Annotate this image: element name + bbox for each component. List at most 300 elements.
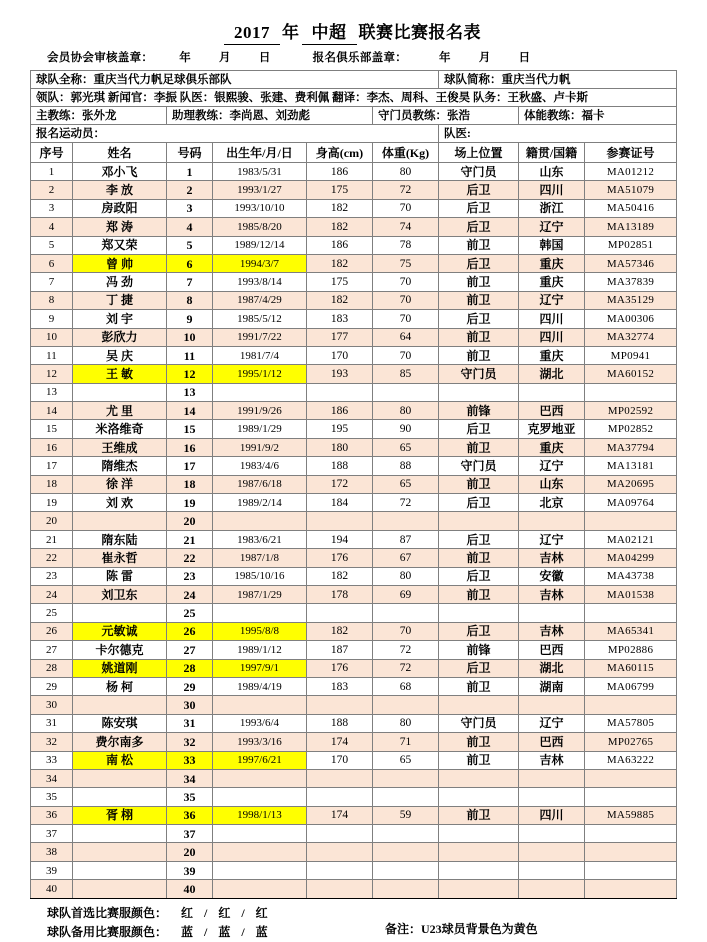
cell-cert bbox=[585, 512, 677, 530]
registered-players-label: 报名运动员： bbox=[30, 125, 438, 143]
cell-origin: 四川 bbox=[519, 328, 585, 346]
cell-dob: 1987/4/29 bbox=[212, 291, 306, 309]
cell-height bbox=[306, 880, 372, 898]
cell-origin: 吉林 bbox=[519, 622, 585, 640]
cell-dob: 1995/8/8 bbox=[212, 622, 306, 640]
cell-origin: 韩国 bbox=[519, 236, 585, 254]
cell-weight: 72 bbox=[372, 494, 438, 512]
cell-weight: 70 bbox=[372, 622, 438, 640]
table-row[interactable] bbox=[30, 218, 676, 236]
cell-cert: MA09764 bbox=[585, 494, 677, 512]
cell-seq: 26 bbox=[30, 622, 72, 640]
cell-seq: 30 bbox=[30, 696, 72, 714]
cell-weight: 71 bbox=[372, 733, 438, 751]
cell-number: 29 bbox=[166, 677, 212, 695]
cell-weight: 80 bbox=[372, 163, 438, 181]
cell-height: 175 bbox=[306, 181, 372, 199]
cell-seq: 18 bbox=[30, 475, 72, 493]
cell-weight bbox=[372, 825, 438, 843]
cell-height: 186 bbox=[306, 163, 372, 181]
cell-cert bbox=[585, 769, 677, 787]
table-row[interactable] bbox=[30, 861, 676, 879]
cell-seq: 20 bbox=[30, 512, 72, 530]
table-row[interactable] bbox=[30, 880, 676, 898]
cell-cert bbox=[585, 696, 677, 714]
team-doctor-label: 队医: bbox=[439, 125, 677, 143]
cell-number: 37 bbox=[166, 825, 212, 843]
table-row[interactable] bbox=[30, 457, 676, 475]
title-suffix: 联赛比赛报名表 bbox=[358, 23, 481, 42]
cell-dob: 1983/5/31 bbox=[212, 163, 306, 181]
column-header-weight: 体重(Kg) bbox=[372, 143, 438, 163]
table-row[interactable] bbox=[30, 475, 676, 493]
cell-cert: MA65341 bbox=[585, 622, 677, 640]
cell-weight bbox=[372, 383, 438, 401]
cell-name bbox=[72, 604, 166, 622]
cell-name: 杨 柯 bbox=[72, 677, 166, 695]
cell-name: 王维成 bbox=[72, 438, 166, 456]
cell-number: 23 bbox=[166, 567, 212, 585]
cell-name: 胥 栩 bbox=[72, 806, 166, 824]
cell-dob bbox=[212, 880, 306, 898]
table-row[interactable] bbox=[30, 806, 676, 824]
cell-number: 4 bbox=[166, 218, 212, 236]
column-header-number: 号码 bbox=[166, 143, 212, 163]
cell-seq: 12 bbox=[30, 365, 72, 383]
cell-number: 30 bbox=[166, 696, 212, 714]
cell-name: 隋东陆 bbox=[72, 530, 166, 548]
cell-number: 2 bbox=[166, 181, 212, 199]
cell-height: 182 bbox=[306, 291, 372, 309]
cell-origin: 辽宁 bbox=[519, 714, 585, 732]
cell-height: 177 bbox=[306, 328, 372, 346]
cell-dob bbox=[212, 512, 306, 530]
cell-seq: 23 bbox=[30, 567, 72, 585]
cell-origin: 重庆 bbox=[519, 254, 585, 272]
cell-cert: MA20695 bbox=[585, 475, 677, 493]
cell-origin: 吉林 bbox=[519, 549, 585, 567]
cell-dob: 1989/4/19 bbox=[212, 677, 306, 695]
club-seal-month: 月 bbox=[478, 52, 491, 64]
table-row[interactable] bbox=[30, 383, 676, 401]
team-name-row bbox=[30, 71, 676, 89]
cell-cert: MA37794 bbox=[585, 438, 677, 456]
cell-seq: 17 bbox=[30, 457, 72, 475]
cell-dob: 1981/7/4 bbox=[212, 346, 306, 364]
cell-height: 182 bbox=[306, 622, 372, 640]
cell-seq: 40 bbox=[30, 880, 72, 898]
cell-weight: 70 bbox=[372, 346, 438, 364]
table-row[interactable] bbox=[30, 641, 676, 659]
table-row[interactable] bbox=[30, 512, 676, 530]
cell-cert: MA60152 bbox=[585, 365, 677, 383]
cell-seq: 4 bbox=[30, 218, 72, 236]
cell-cert: MA57805 bbox=[585, 714, 677, 732]
cell-origin: 湖南 bbox=[519, 677, 585, 695]
cell-height: 183 bbox=[306, 677, 372, 695]
cell-weight bbox=[372, 769, 438, 787]
cell-cert: MA43738 bbox=[585, 567, 677, 585]
cell-seq: 11 bbox=[30, 346, 72, 364]
cell-cert: MA02121 bbox=[585, 530, 677, 548]
cell-name: 王 敏 bbox=[72, 365, 166, 383]
cell-weight: 70 bbox=[372, 273, 438, 291]
table-row[interactable] bbox=[30, 585, 676, 603]
cell-dob bbox=[212, 696, 306, 714]
cell-weight bbox=[372, 880, 438, 898]
cell-height bbox=[306, 696, 372, 714]
cell-position: 前卫 bbox=[439, 438, 519, 456]
cell-weight: 68 bbox=[372, 677, 438, 695]
cell-position: 后卫 bbox=[439, 218, 519, 236]
table-row[interactable] bbox=[30, 604, 676, 622]
cell-cert: MA13189 bbox=[585, 218, 677, 236]
cell-seq: 35 bbox=[30, 788, 72, 806]
cell-height: 174 bbox=[306, 733, 372, 751]
cell-height bbox=[306, 788, 372, 806]
cell-height: 178 bbox=[306, 585, 372, 603]
table-row[interactable] bbox=[30, 549, 676, 567]
cell-position bbox=[439, 604, 519, 622]
cell-seq: 24 bbox=[30, 585, 72, 603]
cell-cert: MP02765 bbox=[585, 733, 677, 751]
cell-height: 182 bbox=[306, 254, 372, 272]
cell-weight bbox=[372, 512, 438, 530]
table-row[interactable] bbox=[30, 328, 676, 346]
cell-cert: MA63222 bbox=[585, 751, 677, 769]
cell-origin: 浙江 bbox=[519, 199, 585, 217]
cell-name bbox=[72, 788, 166, 806]
cell-weight bbox=[372, 788, 438, 806]
cell-position: 前卫 bbox=[439, 549, 519, 567]
cell-origin: 四川 bbox=[519, 806, 585, 824]
cell-position: 前卫 bbox=[439, 346, 519, 364]
column-header-position: 场上位置 bbox=[439, 143, 519, 163]
cell-position: 前卫 bbox=[439, 806, 519, 824]
cell-position: 后卫 bbox=[439, 254, 519, 272]
staff-row bbox=[30, 89, 676, 107]
cell-origin: 巴西 bbox=[519, 402, 585, 420]
club-seal-label: 报名俱乐部盖章： bbox=[312, 52, 408, 64]
cell-number: 19 bbox=[166, 494, 212, 512]
table-row[interactable] bbox=[30, 273, 676, 291]
cell-height bbox=[306, 861, 372, 879]
cell-seq: 33 bbox=[30, 751, 72, 769]
cell-origin: 辽宁 bbox=[519, 218, 585, 236]
cell-cert: MP02886 bbox=[585, 641, 677, 659]
cell-dob: 1989/1/29 bbox=[212, 420, 306, 438]
cell-name bbox=[72, 843, 166, 861]
cell-origin: 湖北 bbox=[519, 659, 585, 677]
cell-seq: 1 bbox=[30, 163, 72, 181]
cell-height: 176 bbox=[306, 549, 372, 567]
cell-number: 17 bbox=[166, 457, 212, 475]
cell-origin bbox=[519, 788, 585, 806]
backup-kit-colors: 蓝 / 蓝 / 蓝 bbox=[181, 924, 272, 939]
cell-dob: 1989/12/14 bbox=[212, 236, 306, 254]
registration-table bbox=[30, 70, 677, 899]
cell-position: 前锋 bbox=[439, 402, 519, 420]
cell-weight: 72 bbox=[372, 659, 438, 677]
cell-number: 24 bbox=[166, 585, 212, 603]
cell-number: 1 bbox=[166, 163, 212, 181]
column-header-name: 姓名 bbox=[72, 143, 166, 163]
cell-origin bbox=[519, 512, 585, 530]
column-header-cert: 参赛证号 bbox=[585, 143, 677, 163]
cell-seq: 6 bbox=[30, 254, 72, 272]
cell-dob bbox=[212, 769, 306, 787]
table-row[interactable] bbox=[30, 254, 676, 272]
cell-origin: 山东 bbox=[519, 475, 585, 493]
cell-position: 后卫 bbox=[439, 567, 519, 585]
cell-name: 崔永哲 bbox=[72, 549, 166, 567]
cell-height: 186 bbox=[306, 402, 372, 420]
cell-weight: 80 bbox=[372, 714, 438, 732]
cell-name: 李 放 bbox=[72, 181, 166, 199]
cell-name bbox=[72, 880, 166, 898]
cell-dob: 1985/5/12 bbox=[212, 310, 306, 328]
cell-height: 180 bbox=[306, 438, 372, 456]
cell-height bbox=[306, 512, 372, 530]
cell-seq: 14 bbox=[30, 402, 72, 420]
cell-seq: 38 bbox=[30, 843, 72, 861]
column-header-seq: 序号 bbox=[30, 143, 72, 163]
cell-position: 前卫 bbox=[439, 236, 519, 254]
cell-name bbox=[72, 512, 166, 530]
table-row[interactable] bbox=[30, 659, 676, 677]
cell-name: 丁 捷 bbox=[72, 291, 166, 309]
table-row[interactable] bbox=[30, 843, 676, 861]
footer bbox=[0, 904, 707, 942]
cell-weight: 65 bbox=[372, 751, 438, 769]
cell-name bbox=[72, 861, 166, 879]
cell-number: 20 bbox=[166, 843, 212, 861]
table-row[interactable] bbox=[30, 788, 676, 806]
cell-seq: 15 bbox=[30, 420, 72, 438]
cell-height: 175 bbox=[306, 273, 372, 291]
cell-name: 郑又荣 bbox=[72, 236, 166, 254]
cell-origin bbox=[519, 769, 585, 787]
cell-seq: 9 bbox=[30, 310, 72, 328]
association-seal-month: 月 bbox=[219, 52, 231, 64]
cell-weight bbox=[372, 861, 438, 879]
table-row[interactable] bbox=[30, 236, 676, 254]
cell-origin: 山东 bbox=[519, 163, 585, 181]
cell-cert: MA32774 bbox=[585, 328, 677, 346]
cell-weight: 65 bbox=[372, 475, 438, 493]
table-row[interactable] bbox=[30, 402, 676, 420]
cell-name: 陈安琪 bbox=[72, 714, 166, 732]
cell-dob: 1998/1/13 bbox=[212, 806, 306, 824]
table-row[interactable] bbox=[30, 751, 676, 769]
cell-name: 南 松 bbox=[72, 751, 166, 769]
table-row[interactable] bbox=[30, 438, 676, 456]
cell-weight: 72 bbox=[372, 181, 438, 199]
cell-origin: 吉林 bbox=[519, 751, 585, 769]
cell-weight: 70 bbox=[372, 199, 438, 217]
table-row[interactable] bbox=[30, 714, 676, 732]
cell-height: 183 bbox=[306, 310, 372, 328]
cell-seq: 22 bbox=[30, 549, 72, 567]
table-row[interactable] bbox=[30, 530, 676, 548]
table-row[interactable] bbox=[30, 420, 676, 438]
cell-seq: 32 bbox=[30, 733, 72, 751]
cell-dob: 1985/8/20 bbox=[212, 218, 306, 236]
cell-height: 174 bbox=[306, 806, 372, 824]
cell-height: 182 bbox=[306, 218, 372, 236]
table-row[interactable] bbox=[30, 199, 676, 217]
cell-dob: 1993/10/10 bbox=[212, 199, 306, 217]
table-row[interactable] bbox=[30, 733, 676, 751]
cell-cert: MP02592 bbox=[585, 402, 677, 420]
cell-dob bbox=[212, 843, 306, 861]
table-row[interactable] bbox=[30, 825, 676, 843]
column-header-height: 身高(cm) bbox=[306, 143, 372, 163]
cell-number: 36 bbox=[166, 806, 212, 824]
cell-dob: 1989/1/12 bbox=[212, 641, 306, 659]
column-header-dob: 出生年/月/日 bbox=[212, 143, 306, 163]
cell-name bbox=[72, 383, 166, 401]
cell-origin: 四川 bbox=[519, 310, 585, 328]
cell-dob bbox=[212, 383, 306, 401]
cell-height bbox=[306, 383, 372, 401]
u23-note: 备注：U23球员背景色为黄色 bbox=[385, 921, 538, 936]
cell-position: 前卫 bbox=[439, 733, 519, 751]
primary-kit-row bbox=[47, 904, 707, 923]
cell-height: 194 bbox=[306, 530, 372, 548]
cell-name: 邓小飞 bbox=[72, 163, 166, 181]
cell-height: 170 bbox=[306, 346, 372, 364]
cell-weight: 80 bbox=[372, 567, 438, 585]
cell-seq: 28 bbox=[30, 659, 72, 677]
cell-position: 后卫 bbox=[439, 494, 519, 512]
cell-height bbox=[306, 769, 372, 787]
cell-number: 40 bbox=[166, 880, 212, 898]
association-seal-label: 会员协会审核盖章： bbox=[47, 52, 154, 64]
cell-name: 彭欣力 bbox=[72, 328, 166, 346]
cell-origin: 辽宁 bbox=[519, 530, 585, 548]
cell-number: 13 bbox=[166, 383, 212, 401]
table-row[interactable] bbox=[30, 567, 676, 585]
table-row[interactable] bbox=[30, 622, 676, 640]
cell-number: 9 bbox=[166, 310, 212, 328]
cell-position: 后卫 bbox=[439, 659, 519, 677]
cell-name: 郑 涛 bbox=[72, 218, 166, 236]
cell-cert: MP02852 bbox=[585, 420, 677, 438]
cell-seq: 10 bbox=[30, 328, 72, 346]
cell-weight: 85 bbox=[372, 365, 438, 383]
cell-position: 前卫 bbox=[439, 328, 519, 346]
cell-cert: MA01538 bbox=[585, 585, 677, 603]
cell-dob: 1987/6/18 bbox=[212, 475, 306, 493]
cell-weight: 59 bbox=[372, 806, 438, 824]
cell-height: 186 bbox=[306, 236, 372, 254]
assistant-coach-cell: 助理教练：李尚恩、刘劲彪 bbox=[166, 107, 372, 125]
cell-number: 32 bbox=[166, 733, 212, 751]
cell-weight: 69 bbox=[372, 585, 438, 603]
cell-weight: 70 bbox=[372, 310, 438, 328]
goalkeeper-coach-cell: 守门员教练：张浩 bbox=[372, 107, 518, 125]
cell-height: 182 bbox=[306, 199, 372, 217]
cell-origin: 克罗地亚 bbox=[519, 420, 585, 438]
cell-position bbox=[439, 861, 519, 879]
cell-number: 35 bbox=[166, 788, 212, 806]
cell-seq: 3 bbox=[30, 199, 72, 217]
cell-number: 31 bbox=[166, 714, 212, 732]
cell-position: 前卫 bbox=[439, 585, 519, 603]
cell-position bbox=[439, 825, 519, 843]
cell-position: 后卫 bbox=[439, 622, 519, 640]
cell-origin bbox=[519, 383, 585, 401]
cell-position: 前卫 bbox=[439, 475, 519, 493]
cell-cert bbox=[585, 788, 677, 806]
table-row[interactable] bbox=[30, 346, 676, 364]
cell-name: 房政阳 bbox=[72, 199, 166, 217]
cell-number: 10 bbox=[166, 328, 212, 346]
cell-dob: 1991/9/26 bbox=[212, 402, 306, 420]
cell-name: 陈 雷 bbox=[72, 567, 166, 585]
cell-cert: MP0941 bbox=[585, 346, 677, 364]
primary-kit-colors: 红 / 红 / 红 bbox=[181, 905, 272, 920]
table-row[interactable] bbox=[30, 769, 676, 787]
cell-origin: 北京 bbox=[519, 494, 585, 512]
cell-seq: 21 bbox=[30, 530, 72, 548]
table-row[interactable] bbox=[30, 181, 676, 199]
cell-height: 187 bbox=[306, 641, 372, 659]
cell-number: 20 bbox=[166, 512, 212, 530]
table-row[interactable] bbox=[30, 291, 676, 309]
table-row[interactable] bbox=[30, 365, 676, 383]
primary-kit-label: 球队首选比赛服颜色： bbox=[47, 905, 168, 920]
cell-position: 前锋 bbox=[439, 641, 519, 659]
team-short-name-label: 球队简称： bbox=[444, 73, 502, 86]
cell-weight: 78 bbox=[372, 236, 438, 254]
cell-position bbox=[439, 788, 519, 806]
cell-position: 守门员 bbox=[439, 163, 519, 181]
cell-number: 16 bbox=[166, 438, 212, 456]
cell-number: 7 bbox=[166, 273, 212, 291]
team-short-name-cell bbox=[439, 71, 677, 89]
cell-number: 21 bbox=[166, 530, 212, 548]
cell-dob: 1997/6/21 bbox=[212, 751, 306, 769]
cell-weight: 90 bbox=[372, 420, 438, 438]
table-row[interactable] bbox=[30, 677, 676, 695]
cell-cert: MA57346 bbox=[585, 254, 677, 272]
cell-position: 前卫 bbox=[439, 291, 519, 309]
cell-position: 后卫 bbox=[439, 420, 519, 438]
team-full-name-value: 重庆当代力帆足球俱乐部队 bbox=[93, 73, 232, 86]
cell-number: 12 bbox=[166, 365, 212, 383]
table-row[interactable] bbox=[30, 696, 676, 714]
cell-weight: 88 bbox=[372, 457, 438, 475]
cell-dob: 1997/9/1 bbox=[212, 659, 306, 677]
cell-weight: 70 bbox=[372, 291, 438, 309]
table-row[interactable] bbox=[30, 494, 676, 512]
table-row[interactable] bbox=[30, 310, 676, 328]
backup-kit-label: 球队备用比赛服颜色： bbox=[47, 924, 168, 939]
table-row[interactable] bbox=[30, 163, 676, 181]
cell-cert: MA01212 bbox=[585, 163, 677, 181]
cell-name: 曾 帅 bbox=[72, 254, 166, 272]
cell-seq: 16 bbox=[30, 438, 72, 456]
cell-number: 34 bbox=[166, 769, 212, 787]
cell-dob: 1991/7/22 bbox=[212, 328, 306, 346]
cell-cert: MA35129 bbox=[585, 291, 677, 309]
cell-name: 刘 宇 bbox=[72, 310, 166, 328]
cell-number: 27 bbox=[166, 641, 212, 659]
cell-seq: 37 bbox=[30, 825, 72, 843]
cell-number: 18 bbox=[166, 475, 212, 493]
